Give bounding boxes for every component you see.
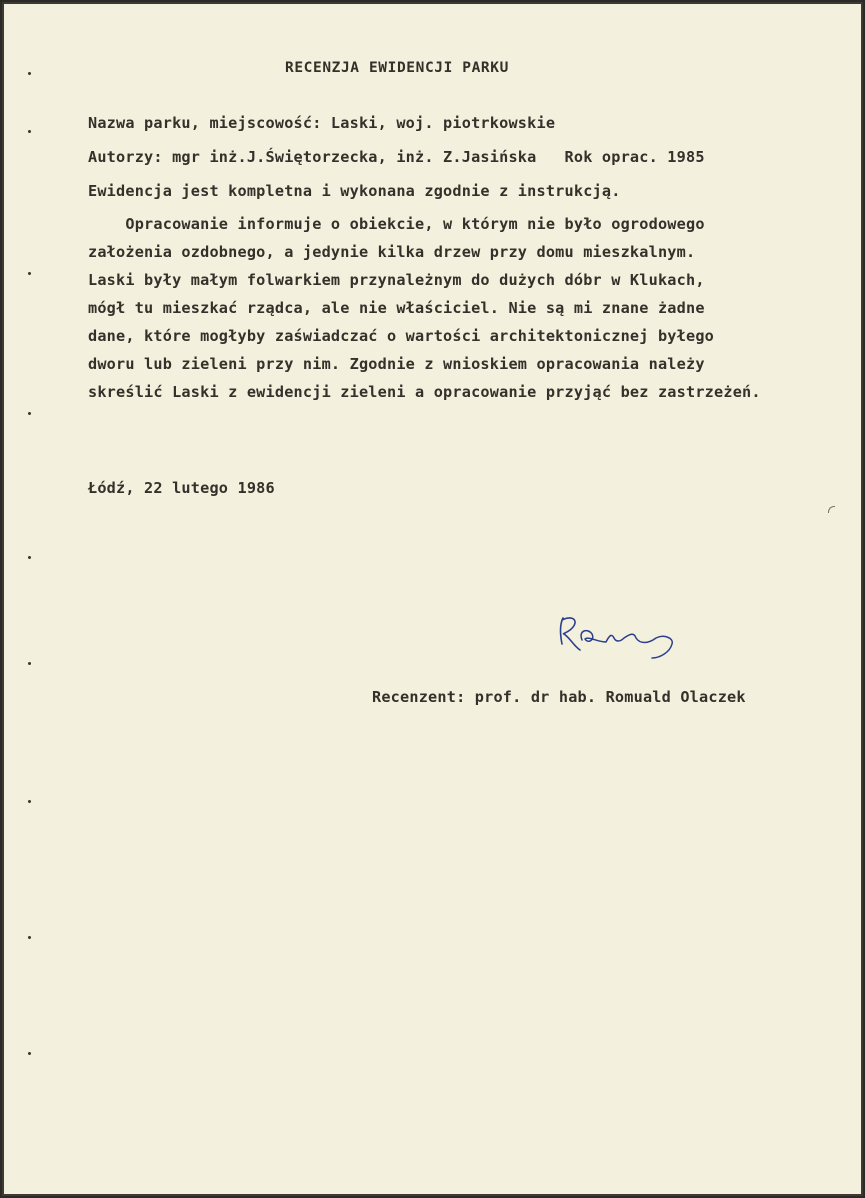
authors-line: Autorzy: mgr inż.J.Świętorzecka, inż. Z.Jasińska Rok oprac. 1985 — [88, 148, 705, 166]
margin-mark — [28, 72, 31, 75]
margin-mark — [28, 1052, 31, 1055]
handwritten-signature — [548, 608, 698, 668]
margin-mark — [28, 936, 31, 939]
paragraph-line: Laski były małym folwarkiem przynależnym do dużych dóbr w Klukach, — [88, 271, 705, 289]
margin-mark — [28, 556, 31, 559]
document-title: RECENZJA EWIDENCJI PARKU — [285, 60, 509, 76]
paragraph-line: dworu lub zieleni przy nim. Zgodnie z wnioskiem opracowania należy — [88, 355, 705, 373]
margin-mark — [28, 412, 31, 415]
paragraph-line: dane, które mogłyby zaświadczać o wartości architektonicznej byłego — [88, 327, 715, 345]
paper-speck — [828, 506, 835, 513]
margin-mark — [28, 800, 31, 803]
paragraph-line: skreślić Laski z ewidencji zieleni a opracowanie przyjąć bez zastrzeżeń. — [88, 383, 761, 401]
reviewer-line: Recenzent: prof. dr hab. Romuald Olaczek — [372, 688, 746, 706]
place-date-line: Łódź, 22 lutego 1986 — [88, 479, 275, 497]
margin-mark — [28, 662, 31, 665]
paragraph-line: Opracowanie informuje o obiekcie, w którym nie było ogrodowego — [88, 215, 705, 233]
park-name-line: Nazwa parku, miejscowość: Laski, woj. piotrkowskie — [88, 114, 556, 132]
evaluation-line: Ewidencja jest kompletna i wykonana zgodnie z instrukcją. — [88, 182, 621, 200]
paragraph-line: mógł tu mieszkać rządca, ale nie właściciel. Nie są mi znane żadne — [88, 299, 705, 317]
margin-mark — [28, 130, 31, 133]
paragraph-line: założenia ozdobnego, a jedynie kilka drzew przy domu mieszkalnym. — [88, 243, 696, 261]
margin-mark — [28, 272, 31, 275]
